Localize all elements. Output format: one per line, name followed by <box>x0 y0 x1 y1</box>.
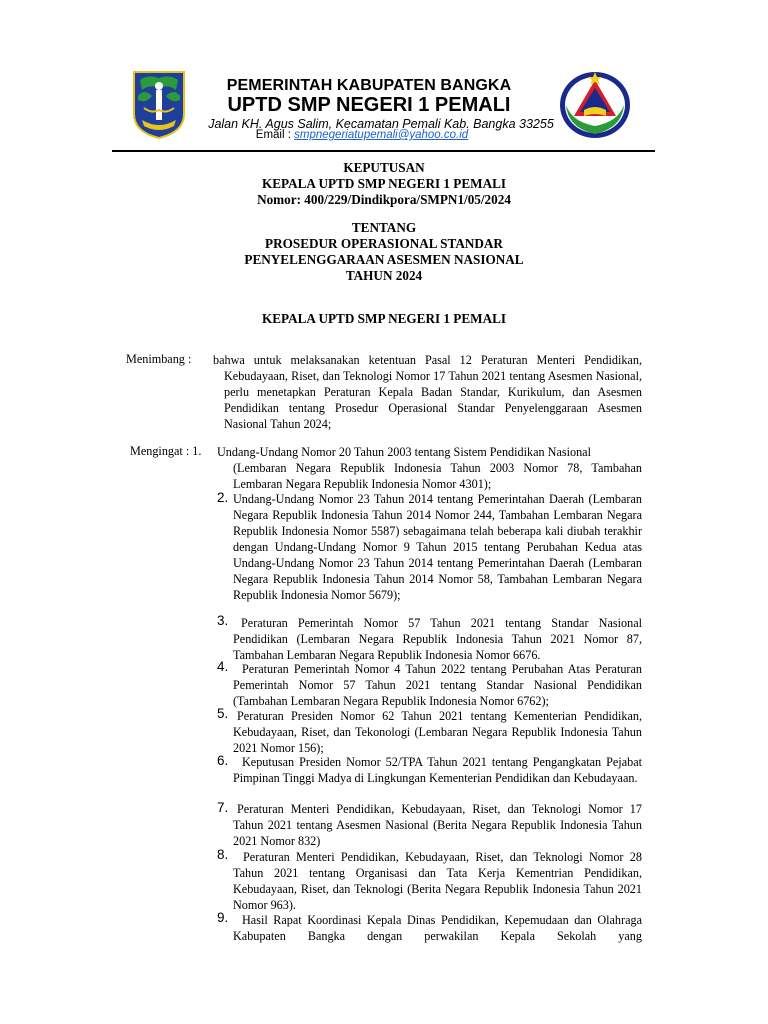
recalling-item-8-number: 8. <box>217 847 229 862</box>
decree-number: Nomor: 400/229/Dindikpora/SMPN1/05/2024 <box>257 192 511 207</box>
recalling-item-9-text: Hasil Rapat Koordinasi Kepala Dinas Pendidikan, Kepemudaan dan Olahraga Kabupaten Bangka dengan perwakilan Kepala Sekolah yang <box>233 913 642 943</box>
recalling-item-8-text: Peraturan Menteri Pendidikan, Kebudayaan, Riset, dan Teknologi Nomor 28 Tahun 2021 tentang Organisasi dan Tata Kerja Kementrian Pendidikan, Kebudayaan, Riset, dan Teknologi (Berita Negara Republik Indonesia Tahun 2021 Nomor 963). <box>233 850 642 912</box>
recalling-item-6-text: Keputusan Presiden Nomor 52/TPA Tahun 2021 tentang Pengangkatan Pejabat Pimpinan Tinggi Madya di Lingkungan Kementerian Pendidikan dan Kebudayaan. <box>233 755 642 785</box>
decree-issuer: KEPALA UPTD SMP NEGERI 1 PEMALI <box>261 176 507 191</box>
decree-heading: KEPUTUSAN <box>343 160 425 175</box>
letterhead-divider <box>112 150 655 152</box>
email-label: Email : <box>255 129 291 141</box>
recalling-item-4-text: Peraturan Pemerintah Nomor 4 Tahun 2022 tentang Perubahan Atas Peraturan Pemerintah Nomor 57 Tahun 2021 tentang Standar Nasional Pendidikan (Tambahan Lembaran Negara Republik Indonesia Nomor 6762); <box>233 662 642 708</box>
recalling-item-4-number: 4. <box>217 659 229 674</box>
recalling-item-2-number: 2. <box>217 490 229 505</box>
signatory-heading: KEPALA UPTD SMP NEGERI 1 PEMALI <box>261 311 507 326</box>
letterhead-email-line <box>0 129 746 141</box>
subject-line-1: PROSEDUR OPERASIONAL STANDAR <box>265 236 503 251</box>
subject-lead: TENTANG <box>351 220 417 235</box>
considering-label: Menimbang : <box>126 352 192 366</box>
recalling-item-3-number: 3. <box>217 613 229 628</box>
subject-line-2: PENYELENGGARAAN ASESMEN NASIONAL <box>244 252 524 267</box>
recalling-item-5-number: 5. <box>217 706 229 721</box>
decree-title <box>0 160 768 208</box>
recalling-item-7-number: 7. <box>217 800 229 815</box>
letterhead-government: PEMERINTAH KABUPATEN BANGKA <box>226 77 512 94</box>
recalling-item-1-first: Undang-Undang Nomor 20 Tahun 2003 tentang Sistem Pendidikan Nasional <box>217 445 591 459</box>
recalling-label: Mengingat : 1. <box>130 444 202 458</box>
recalling-item-3-text: Peraturan Pemerintah Nomor 57 Tahun 2021 tentang Standar Nasional Pendidikan (Lembaran Negara Republik Indonesia Tahun 2021 Nomor 87, Tambahan Lembaran Negara Republik Indonesia Nomor 6676. <box>233 616 642 662</box>
recalling-item-6-number: 6. <box>217 753 229 768</box>
recalling-item-2-text: Undang-Undang Nomor 23 Tahun 2014 tentang Pemerintahan Daerah (Lembaran Negara Republik Indonesia Tahun 2014 Nomor 244, Tambahan Lembaran Negara Republik Indonesia Nomor 5587) sebagaimana telah beberapa kali diubah terakhir dengan Undang-Undang Nomor 9 Tahun 2015 tentang Perubahan Kedua atas Undang-Undang Nomor 23 Tahun 2014 tentang Pemerintahan Daerah (Lembaran Negara Republik Indonesia Tahun 2014 Nomor 58, Tambahan Lembaran Negara Republik Indonesia Nomor 5679); <box>233 492 642 602</box>
recalling-item-1-rest: (Lembaran Negara Republik Indonesia Tahun 2003 Nomor 78, Tambahan Lembaran Negara Republik Indonesia Nomor 4301); <box>233 461 642 491</box>
email-link[interactable]: smpnegeriatupemali@yahoo.co.id <box>294 129 469 141</box>
recalling-item-9-number: 9. <box>217 910 229 925</box>
recalling-item-5-text: Peraturan Presiden Nomor 62 Tahun 2021 tentang Kementerian Pendidikan, Kebudayaan, Riset, dan Tekonologi (Lembaran Negara Republik Indonesia Tahun 2021 Nomor 156); <box>233 709 642 755</box>
recalling-item-7-text: Peraturan Menteri Pendidikan, Kebudayaan, Riset, dan Teknologi Nomor 17 Tahun 2021 tentang Asesmen Nasional (Berita Negara Republik Indonesia Tahun 2021 Nomor 832) <box>233 802 642 848</box>
subject-line-3: TAHUN 2024 <box>345 268 423 283</box>
letterhead-school-name: UPTD SMP NEGERI 1 PEMALI <box>227 94 511 116</box>
letterhead-address: Jalan KH. Agus Salim, Kecamatan Pemali Kab. Bangka 33255 <box>208 117 554 131</box>
considering-text: bahwa untuk melaksanakan ketentuan Pasal 12 Peraturan Menteri Pendidikan, Kebudayaan, Riset, dan Teknologi Nomor 17 Tahun 2021 tentang Asesmen Nasional, perlu menetapkan Peraturan Kepala Badan Standar, Kurikulum, dan Asesmen Pendidikan tentang Prosedur Operasional Standar Penyelenggaraan Asesmen Nasional Tahun 2024; <box>213 353 642 431</box>
decree-subject <box>0 220 768 284</box>
